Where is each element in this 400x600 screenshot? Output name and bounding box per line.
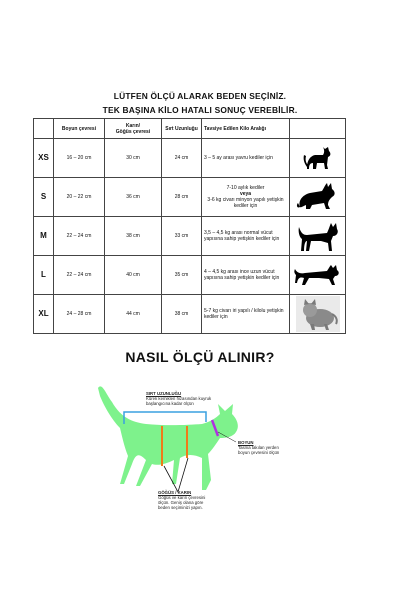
advice-cell [202, 256, 290, 295]
back-length-label [146, 391, 236, 406]
table-header-row [34, 119, 346, 139]
chest-header-line-1: Karın/ [125, 122, 141, 129]
size-cell: S [34, 178, 54, 217]
advice-line: 5-7 kg civarı iri yapılı / kilolu yetişkin [204, 308, 284, 314]
table-row [34, 295, 346, 334]
neck-cell: 20 – 22 cm [54, 178, 105, 217]
chest-cell: 36 cm [105, 178, 162, 217]
size-rows [34, 139, 346, 334]
back-length-title: SIRT UZUNLUĞU [146, 391, 182, 396]
size-table [33, 118, 346, 334]
chest-title: GÖĞÜS / KARIN [158, 490, 192, 495]
table-row [34, 139, 346, 178]
neck-label [238, 440, 300, 455]
advice-line: veya [239, 191, 252, 197]
notice [0, 89, 400, 117]
size-cell: XL [34, 295, 54, 334]
measurement-diagram [94, 380, 304, 520]
size-cell: XS [34, 139, 54, 178]
table-row [34, 217, 346, 256]
neck-cell: 22 – 24 cm [54, 217, 105, 256]
neck-cell: 24 – 28 cm [54, 295, 105, 334]
back-length-desc-2: başlangıcına kadar ölçün [146, 401, 194, 406]
cat-picture-cell [290, 295, 346, 334]
neck-desc-1: Tasma takılan yerden [238, 445, 279, 450]
cat-long-icon [290, 263, 345, 287]
back-cell: 38 cm [162, 295, 202, 334]
advice-line: 3-6 kg civarı minyon yapılı yetişkin [207, 197, 284, 203]
cat-sitting-icon [290, 181, 345, 213]
back-cell: 28 cm [162, 178, 202, 217]
back-cell: 35 cm [162, 256, 202, 295]
neck-cell: 22 – 24 cm [54, 256, 105, 295]
chest-desc-3: beden seçiminizi yapın. [158, 505, 203, 510]
advice-line: 4 – 4,5 kg arası ince uzun vücut [204, 269, 275, 275]
cat-picture-cell [290, 178, 346, 217]
neck-title: BOYUN [238, 440, 254, 445]
size-header [34, 119, 54, 139]
size-cell: M [34, 217, 54, 256]
back-cell: 24 cm [162, 139, 202, 178]
advice-line: 3,5 – 4,5 kg arası normal vücut [204, 230, 273, 236]
notice-line-2: TEK BAŞINA KİLO HATALI SONUÇ VEREBİLİR. [102, 105, 298, 115]
back-length-desc-1: Kürek kemikleri hizasından kuyruk [146, 396, 212, 401]
advice-line: 7-10 aylık kediler [226, 185, 265, 191]
table-row [34, 256, 346, 295]
advice-cell [202, 178, 290, 217]
advice-header: Tavsiye Edilen Kilo Aralığı [202, 119, 290, 139]
chest-cell: 38 cm [105, 217, 162, 256]
how-to-measure-title: NASIL ÖLÇÜ ALINIR? [125, 349, 275, 365]
picture-header [290, 119, 346, 139]
chest-header-line-2: Göğüs çevresi [115, 128, 151, 135]
cat-picture-cell [290, 256, 346, 295]
chest-header [105, 119, 162, 139]
advice-cell [202, 139, 290, 178]
cat-standing-icon [290, 219, 345, 253]
table-row [34, 178, 346, 217]
back-cell: 33 cm [162, 217, 202, 256]
cat-large-photo-icon [290, 296, 345, 332]
chest-desc-2: ölçün. Geniş olana göre [158, 500, 204, 505]
chest-label [158, 490, 238, 510]
chest-cell: 40 cm [105, 256, 162, 295]
neck-header: Boyun çevresi [54, 119, 105, 139]
neck-cell: 16 – 20 cm [54, 139, 105, 178]
advice-line: kediler için [204, 314, 228, 320]
advice-line: yapısına sahip yetişkin kediler için [204, 236, 280, 242]
back-header: Sırt Uzunluğu [162, 119, 202, 139]
kitten-icon [290, 143, 345, 173]
advice-cell [202, 217, 290, 256]
advice-line: yapısına sahip yetişkin kediler için [204, 275, 280, 281]
chest-desc-1: Göğüs ve karın çevresini [158, 495, 206, 500]
advice-line: kediler için [233, 203, 258, 209]
chest-cell: 44 cm [105, 295, 162, 334]
advice-cell [202, 295, 290, 334]
notice-line-1: LÜTFEN ÖLÇÜ ALARAK BEDEN SEÇİNİZ. [113, 91, 287, 101]
advice-line: 3 – 5 ay arası yavru kediler için [204, 155, 273, 161]
cat-picture-cell [290, 217, 346, 256]
cat-picture-cell [290, 139, 346, 178]
neck-desc-2: boyun çevresini ölçün [238, 450, 280, 455]
chest-cell: 30 cm [105, 139, 162, 178]
size-cell: L [34, 256, 54, 295]
